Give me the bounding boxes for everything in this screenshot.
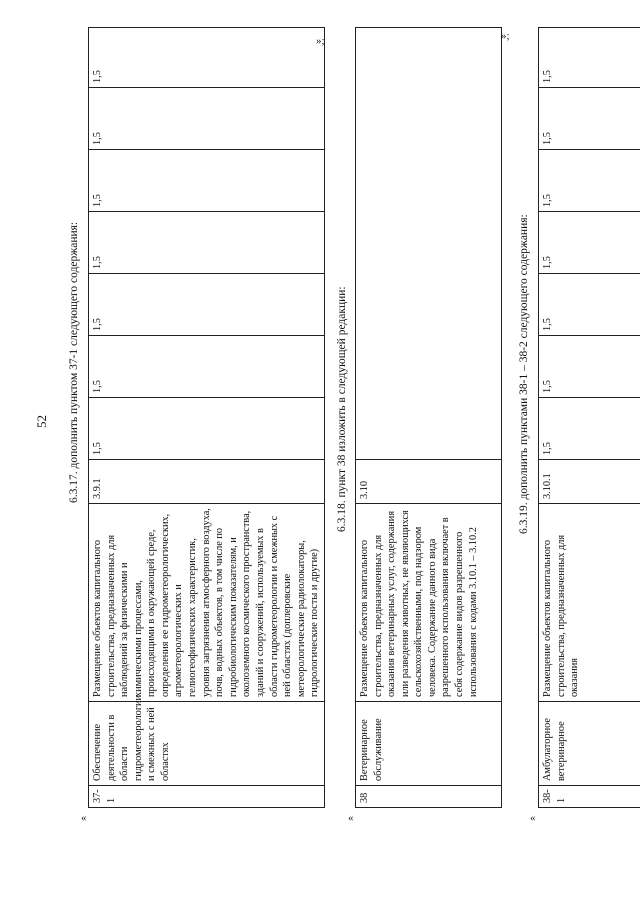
quote-close-18: »; xyxy=(501,30,510,42)
section-17-intro: 6.3.17. дополнить пунктом 37-1 следующего содержания: xyxy=(68,221,80,503)
table-38 xyxy=(355,27,502,808)
row-name: Амбулаторное ветеринарное xyxy=(539,702,640,786)
table-37-1 xyxy=(88,27,325,808)
table-38-1 xyxy=(538,27,640,808)
page-number: 52 xyxy=(34,415,49,428)
table-row xyxy=(89,28,325,808)
section-19-intro: 6.3.19. дополнить пунктами 38-1 – 38-2 следующего содержания: xyxy=(518,214,530,534)
row-value: 1,5 xyxy=(539,398,640,460)
table-row xyxy=(539,28,640,808)
row-value: 1,5 xyxy=(89,28,325,88)
row-value: 1,5 xyxy=(539,336,640,398)
row-value: 1,5 xyxy=(89,212,325,274)
table-row xyxy=(356,28,502,808)
row-value: 1,5 xyxy=(539,88,640,150)
quote-open-17: « xyxy=(81,812,87,824)
row-name: Обеспечение деятельности в области гидрометеорологии и смежных с ней областях xyxy=(89,702,325,786)
row-value: 1,5 xyxy=(539,150,640,212)
row-value: 1,5 xyxy=(539,212,640,274)
quote-open-19: « xyxy=(530,812,536,824)
row-description: Размещение объектов капитального строительства, предназначенных для наблюдений за физическими и химическими процессами, происходящими в окружающей среде, определения ее гидрометеорологических, агрометеорологических и гелиогеофизических характеристик, уровня загрязнения атмосферного воздуха, почв, водных объектов, в том числе по гидробиологическим показателям, и околоземного космического пространства, зданий и сооружений, используемых в области гидрометеорологии и смежных с ней областях (доплеровские метеорологические радиолокаторы, гидрологические посты и другие) xyxy=(89,504,325,702)
row-number: 37-1 xyxy=(89,786,325,808)
row-empty xyxy=(356,28,502,460)
row-value: 1,5 xyxy=(89,88,325,150)
quote-close-17: »; xyxy=(316,35,325,47)
row-code: 3.9.1 xyxy=(89,460,325,504)
row-value: 1,5 xyxy=(539,28,640,88)
row-number: 38 xyxy=(356,786,502,808)
row-description: Размещение объектов капитального строительства, предназначенных для оказания ветеринарных услуг, содержания или разведения животных, не являющихся сельскохозяйственными, под надзором человека. Содержание данного вида разрешенного использования включает в себя содержание видов разрешенного использования с кодами 3.10.1 – 3.10.2 xyxy=(356,504,502,702)
row-value: 1,5 xyxy=(89,336,325,398)
row-value: 1,5 xyxy=(89,398,325,460)
section-18-intro: 6.3.18. пункт 38 изложить в следующей редакции: xyxy=(336,286,348,532)
row-code: 3.10.1 xyxy=(539,460,640,504)
row-code: 3.10 xyxy=(356,460,502,504)
row-value: 1,5 xyxy=(89,150,325,212)
row-value: 1,5 xyxy=(539,274,640,336)
row-description: Размещение объектов капитального строительства, предназначенных для оказания xyxy=(539,504,640,702)
row-number: 38-1 xyxy=(539,786,640,808)
row-name: Ветеринарное обслуживание xyxy=(356,702,502,786)
quote-open-18: « xyxy=(348,812,354,824)
row-value: 1,5 xyxy=(89,274,325,336)
